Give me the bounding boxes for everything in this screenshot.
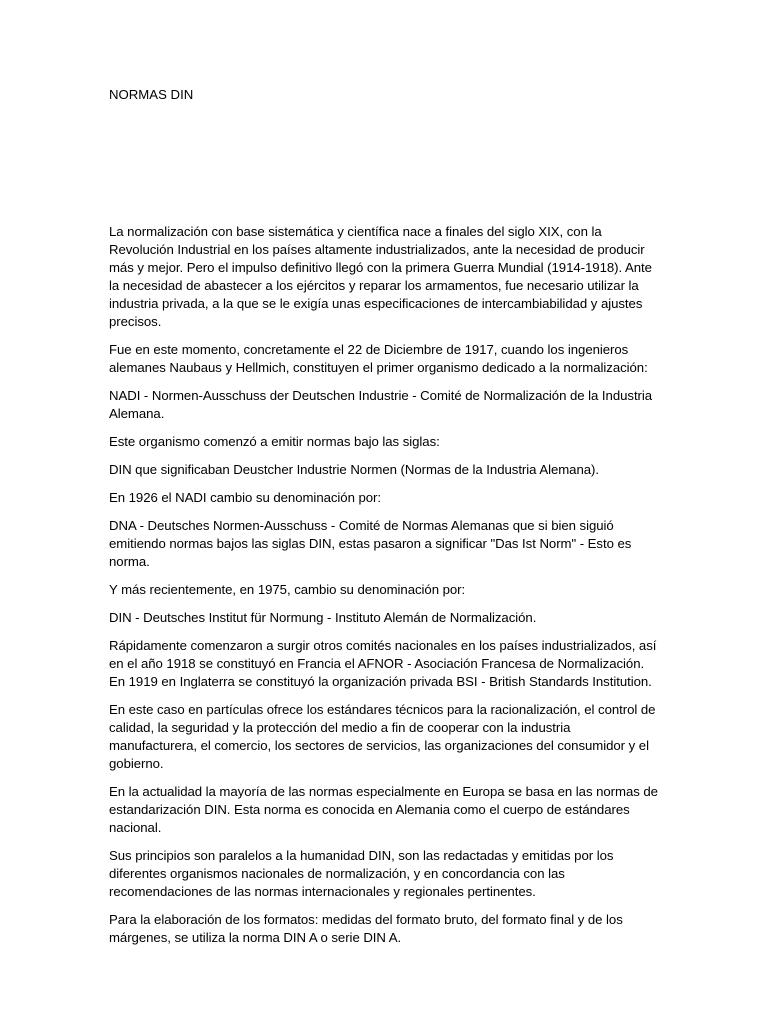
paragraph: DIN - Deutsches Institut für Normung - Instituto Alemán de Normalización. [109, 610, 537, 625]
paragraph: La normalización con base sistemática y científica nace a finales del siglo XIX, con la Revolución Industrial en los países altamente industrializados, ante la necesidad de producir más y mejor. Pero el impulso definitivo llegó con la primera Guerra Mundial (1914-1918). Ante la necesidad de abastecer a los ejércitos y reparar los armamentos, fue necesario utilizar la industria privada, a la que se le exigía unas especificaciones de intercambiabilidad y ajustes precisos. [109, 224, 652, 329]
document-title: NORMAS DIN [109, 87, 194, 102]
paragraph: Sus principios son paralelos a la humanidad DIN, son las redactadas y emitidas por los diferentes organismos nacionales de normalización, y en concordancia con las recomendaciones de las normas internacionales y regionales pertinentes. [109, 848, 614, 899]
paragraph: Fue en este momento, concretamente el 22 de Diciembre de 1917, cuando los ingenieros alemanes Naubaus y Hellmich, constituyen el primer organismo dedicado a la normalización: [109, 342, 648, 375]
paragraph: En 1926 el NADI cambio su denominación por: [109, 490, 382, 505]
paragraph: Y más recientemente, en 1975, cambio su denominación por: [109, 582, 466, 597]
paragraph: Rápidamente comenzaron a surgir otros comités nacionales en los países industrializados, así en el año 1918 se constituyó en Francia el AFNOR - Asociación Francesa de Normalización. En 1919 en Inglaterra se constituyó la organización privada BSI - British Standards Institution. [109, 638, 657, 689]
paragraph: En la actualidad la mayoría de las normas especialmente en Europa se basa en las normas de estandarización DIN. Esta norma es conocida en Alemania como el cuerpo de estándares nacional. [109, 784, 658, 835]
paragraph: DNA - Deutsches Normen-Ausschuss - Comité de Normas Alemanas que si bien siguió emitiendo normas bajos las siglas DIN, estas pasaron a significar "Das Ist Norm" - Esto es norma. [109, 518, 632, 569]
paragraph: Este organismo comenzó a emitir normas bajo las siglas: [109, 434, 440, 449]
paragraph: DIN que significaban Deustcher Industrie Normen (Normas de la Industria Alemana). [109, 462, 599, 477]
paragraph: NADI - Normen-Ausschuss der Deutschen Industrie - Comité de Normalización de la Industria Alemana. [109, 388, 653, 421]
paragraph: Para la elaboración de los formatos: medidas del formato bruto, del formato final y de los márgenes, se utiliza la norma DIN A o serie DIN A. [109, 912, 623, 945]
document-body [109, 223, 660, 957]
paragraph: En este caso en partículas ofrece los estándares técnicos para la racionalización, el control de calidad, la seguridad y la protección del medio a fin de cooperar con la industria manufacturera, el comercio, los sectores de servicios, las organizaciones del consumidor y el gobierno. [109, 702, 656, 771]
